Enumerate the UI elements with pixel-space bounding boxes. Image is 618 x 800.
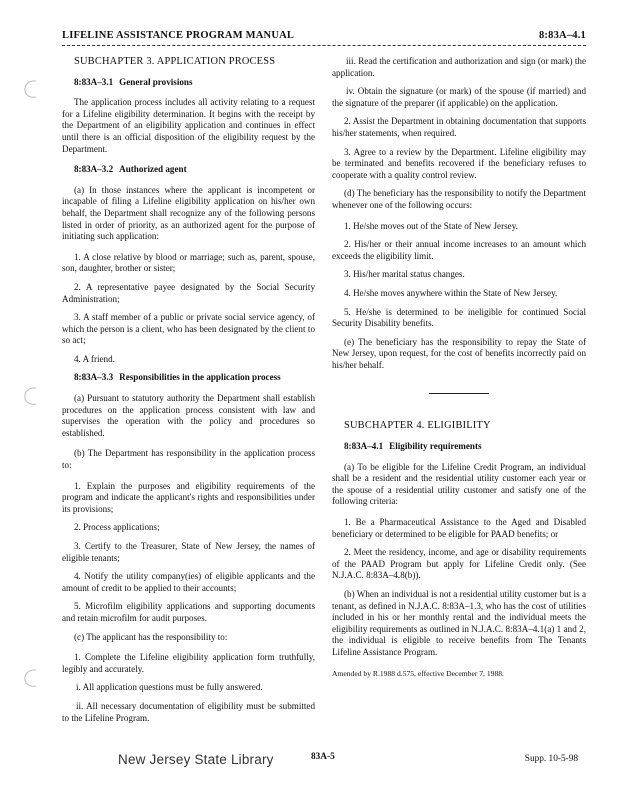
section-heading <box>62 77 315 89</box>
section-number: 8:83A–3.2 <box>74 164 114 175</box>
list-item: 4. Notify the utility company(ies) of eligible applicants and the amount of credit to be applied to their accounts; <box>62 571 315 593</box>
paragraph: (b) When an individual is not a residential utility customer but is a tenant, as defined in N.J.A.C. 8:83A–1.3, who has the cost of utilities included in his or her monthly rental and the individual meets the eligibility requirements as outlined in N.J.A.C. 8:83A–4.1(a) 1 and 2, the individual is eligible to receive benefits from The Tenants Lifeline Assistance Program. <box>332 589 586 657</box>
manual-title: LIFELINE ASSISTANCE PROGRAM MANUAL <box>62 30 295 41</box>
section-divider <box>429 393 489 394</box>
punch-hole-icon <box>22 385 40 407</box>
list-item: 2. His/her or their annual income increases to an amount which exceeds the eligibility limit. <box>332 239 586 261</box>
list-item: 1. A close relative by blood or marriage; such as, parent, spouse, son, daughter, brother or sister; <box>62 251 315 274</box>
list-item: 2. Assist the Department in obtaining documentation that supports his/her statements, when required. <box>332 116 586 138</box>
list-item: 1. Explain the purposes and eligibility requirements of the program and indicate the applicant's rights and responsibilities under its provisions; <box>62 480 315 514</box>
list-item: 4. He/she moves anywhere within the State of New Jersey. <box>344 287 558 298</box>
page-number: 83A-5 <box>311 752 335 762</box>
section-heading <box>62 372 315 384</box>
subchapter-4-heading: SUBCHAPTER 4. ELIGIBILITY <box>344 420 491 432</box>
paragraph: (a) Pursuant to statutory authority the Department shall establish procedures on the application process consistent with law and supervises the operation with the policy and procedures so established. <box>62 393 315 438</box>
right-column <box>332 56 586 688</box>
list-item: 1. Complete the Lifeline eligibility application form truthfully, legibly and accurately. <box>62 652 315 674</box>
section-heading <box>62 164 315 176</box>
list-item: ii. All necessary documentation of eligibility must be submitted to the Lifeline Program. <box>62 700 315 723</box>
section-title: Responsibilities in the application process <box>119 372 281 383</box>
list-item: i. All application questions must be fully answered. <box>76 682 263 693</box>
list-item: 4. A friend. <box>74 353 115 364</box>
left-column <box>62 56 315 731</box>
list-item: iii. Read the certification and authorization and sign (or mark) the application. <box>332 56 586 78</box>
paragraph: (a) To be eligible for the Lifeline Credit Program, an individual shall be a resident and the residential utility customer each year or the spouse of a residential utility customer and satisfy one of the following criteria: <box>332 461 586 507</box>
list-item: iv. Obtain the signature (or mark) of the spouse (if married) and the signature of the preparer (if applicable) on the application. <box>332 86 586 108</box>
section-number: 8:83A–3.1 <box>74 76 114 87</box>
library-stamp: New Jersey State Library <box>118 752 274 767</box>
list-item: 5. Microfilm eligibility applications and supporting documents and retain microfilm for audit purposes. <box>62 601 315 623</box>
section-number: 8:83A–4.1 <box>538 30 586 41</box>
running-header <box>62 30 586 44</box>
paragraph: (b) The Department has responsibility in the application process to: <box>62 448 315 471</box>
paragraph: (e) The beneficiary has the responsibility to repay the State of New Jersey, upon request, for the cost of benefits incorrectly paid on his/her behalf. <box>332 336 586 370</box>
punch-hole-icon <box>22 78 40 100</box>
subchapter-3-heading: SUBCHAPTER 3. APPLICATION PROCESS <box>74 56 276 67</box>
punch-hole-icon <box>22 667 40 689</box>
section-title: General provisions <box>119 76 193 87</box>
paragraph: (d) The beneficiary has the responsibility to notify the Department whenever one of the following occurs: <box>332 188 586 210</box>
amendment-note: Amended by R.1988 d.575, effective December 7, 1988. <box>332 668 504 678</box>
section-number: 8:83A–3.3 <box>74 372 114 383</box>
list-item: 2. Process applications; <box>74 522 160 533</box>
list-item: 3. A staff member of a public or private social service agency, of which the person is a client, who has been designated by the client to so act; <box>62 312 315 346</box>
paragraph: The application process includes all activity relating to a request for a Lifeline eligibility determination. It begins with the receipt by the Department of an eligibility application and continues in effect until there is an official disposition of the eligibility request by the Department. <box>62 97 315 154</box>
list-item: 3. Certify to the Treasurer, State of New Jersey, the names of eligible tenants; <box>62 541 315 563</box>
paragraph: (c) The applicant has the responsibility to: <box>74 631 228 642</box>
list-item: 1. Be a Pharmaceutical Assistance to the Aged and Disabled beneficiary or determined to be eligible for PAAD benefits; or <box>332 517 586 539</box>
list-item: 3. His/her marital status changes. <box>344 269 465 280</box>
list-item: 2. A representative payee designated by the Social Security Administration; <box>62 281 315 304</box>
supplement-date: Supp. 10-5-98 <box>524 754 578 764</box>
section-heading <box>332 441 586 453</box>
list-item: 2. Meet the residency, income, and age or disability requirements of the PAAD Program but apply for Lifeline Credit only. (See N.J.A.C. 8:83A–4.8(b)). <box>332 547 586 581</box>
section-number: 8:83A–4.1 <box>344 441 384 452</box>
list-item: 3. Agree to a review by the Department. Lifeline eligibility may be terminated and benefits recovered if the beneficiary refuses to cooperate with a quality control review. <box>332 146 586 180</box>
paragraph: (a) In those instances where the applicant is incompetent or incapable of filing a Lifeline eligibility application on his/her own behalf, the Department shall recognize any of the following persons listed in order of priority, as an authorized agent for the purpose of initiating such application: <box>62 184 315 242</box>
section-title: Authorized agent <box>119 164 187 175</box>
header-rule <box>62 45 586 46</box>
list-item: 1. He/she moves out of the State of New Jersey. <box>344 220 518 231</box>
list-item: 5. He/she is determined to be ineligible for continued Social Security Disability benefits. <box>332 306 586 329</box>
section-title: Eligibility requirements <box>389 441 482 452</box>
